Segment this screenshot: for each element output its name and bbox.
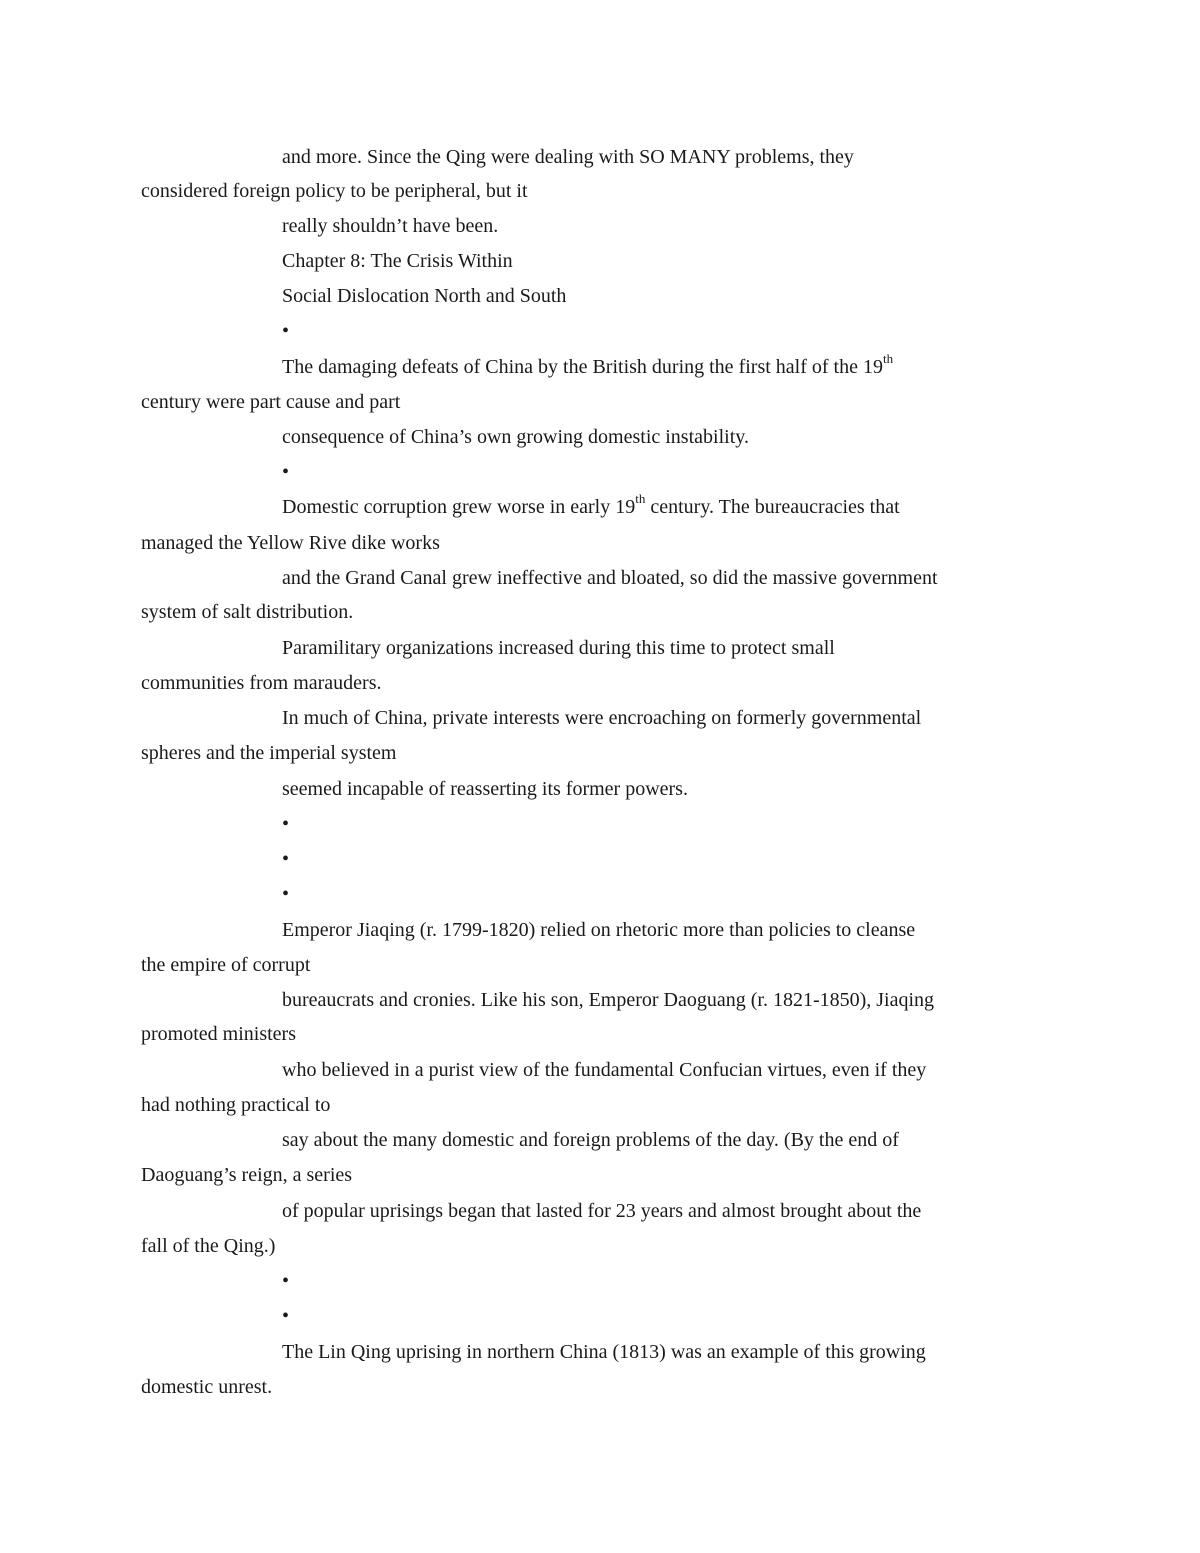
text-line: fall of the Qing.) — [141, 1235, 276, 1257]
text-line: say about the many domestic and foreign problems of the day. (By the end of — [282, 1129, 899, 1151]
text-line: Emperor Jiaqing (r. 1799-1820) relied on rhetoric more than policies to cleanse — [282, 919, 916, 941]
text-segment: The damaging defeats of China by the British during the first half of the 19 — [282, 356, 883, 378]
text-line: consequence of China’s own growing domestic instability. — [282, 426, 749, 448]
bullet: • — [282, 883, 290, 905]
bullet: • — [282, 848, 290, 870]
superscript: th — [882, 351, 894, 367]
text-segment: century. The bureaucracies that — [645, 496, 900, 518]
bullet: • — [282, 1305, 290, 1327]
bullet: • — [282, 1270, 290, 1292]
text-line: managed the Yellow Rive dike works — [141, 532, 440, 554]
text-line: century were part cause and part — [141, 391, 401, 413]
text-line: system of salt distribution. — [141, 601, 354, 623]
text-line: Paramilitary organizations increased during this time to protect small — [282, 637, 835, 659]
text-line: domestic unrest. — [141, 1376, 273, 1398]
chapter-heading: Chapter 8: The Crisis Within — [282, 250, 513, 272]
text-line: spheres and the imperial system — [141, 742, 397, 764]
text-line: had nothing practical to — [141, 1094, 331, 1116]
text-line: of popular uprisings began that lasted for 23 years and almost brought about the — [282, 1200, 922, 1222]
text-line: considered foreign policy to be peripheral, but it — [141, 180, 528, 202]
text-line: promoted ministers — [141, 1023, 296, 1045]
bullet: • — [282, 320, 290, 342]
text-line: and more. Since the Qing were dealing with SO MANY problems, they — [282, 146, 854, 168]
text-line: really shouldn’t have been. — [282, 215, 499, 237]
section-heading: Social Dislocation North and South — [282, 285, 567, 307]
text-line — [282, 491, 900, 519]
text-line: Daoguang’s reign, a series — [141, 1164, 353, 1186]
text-line: and the Grand Canal grew ineffective and bloated, so did the massive government — [282, 567, 938, 589]
text-line: communities from marauders. — [141, 672, 382, 694]
text-line: the empire of corrupt — [141, 954, 311, 976]
bullet: • — [282, 813, 290, 835]
text-segment: Domestic corruption grew worse in early 19 — [282, 496, 636, 518]
text-line: seemed incapable of reasserting its former powers. — [282, 778, 688, 800]
text-line — [282, 351, 894, 379]
text-line: In much of China, private interests were encroaching on formerly governmental — [282, 707, 922, 729]
bullet: • — [282, 461, 290, 483]
superscript: th — [635, 491, 646, 507]
text-line: who believed in a purist view of the fundamental Confucian virtues, even if they — [282, 1059, 927, 1081]
text-line: The Lin Qing uprising in northern China (1813) was an example of this growing — [282, 1341, 926, 1363]
text-line: bureaucrats and cronies. Like his son, Emperor Daoguang (r. 1821-1850), Jiaqing — [282, 989, 935, 1011]
